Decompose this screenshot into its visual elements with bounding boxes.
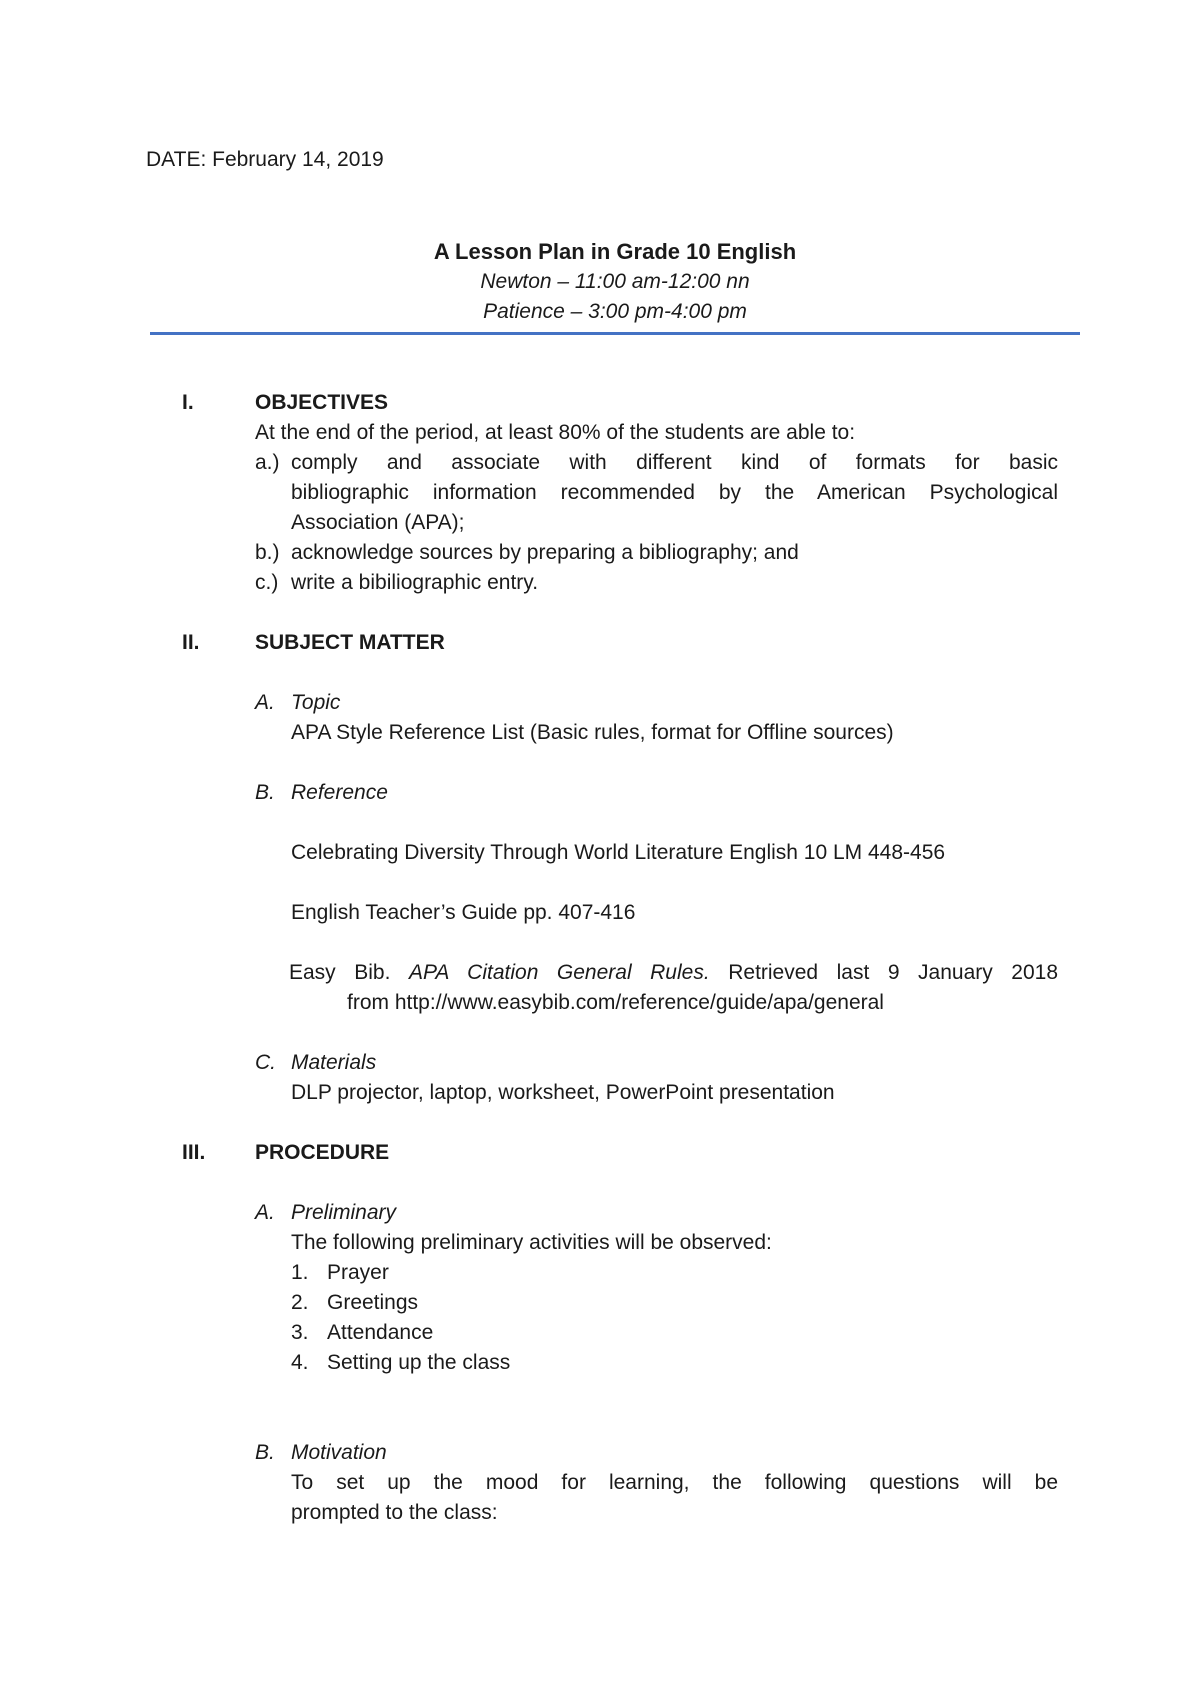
section-schedule-patience: Patience – 3:00 pm-4:00 pm bbox=[483, 300, 747, 323]
objective-text: acknowledge sources by preparing a bibliography; and bbox=[291, 541, 799, 564]
objective-text: write a bibiliographic entry. bbox=[291, 571, 539, 594]
reference-entry: Celebrating Diversity Through World Literature English 10 LM 448-456 bbox=[291, 841, 946, 864]
list-item: Greetings bbox=[327, 1291, 419, 1314]
citation-title: APA Citation General Rules. bbox=[408, 961, 710, 984]
procedure-heading: PROCEDURE bbox=[255, 1141, 390, 1164]
objectives-numeral: I. bbox=[182, 391, 194, 414]
citation-url: from http://www.easybib.com/reference/guide/apa/general bbox=[347, 991, 884, 1014]
reference-label: B. bbox=[255, 781, 275, 804]
objectives-heading: OBJECTIVES bbox=[255, 391, 389, 414]
subject-matter-numeral: II. bbox=[182, 631, 200, 654]
list-item: Prayer bbox=[327, 1261, 389, 1284]
objective-label: a.) bbox=[255, 451, 280, 474]
list-item-number: 1. bbox=[291, 1261, 309, 1284]
reference-entry: English Teacher’s Guide pp. 407-416 bbox=[291, 901, 636, 924]
objective-text: comply and associate with different kind of formats for basic bbox=[291, 451, 1058, 474]
topic-title: Topic bbox=[291, 691, 341, 714]
motivation-text: To set up the mood for learning, the following questions will be bbox=[291, 1471, 1058, 1494]
motivation-text: prompted to the class: bbox=[291, 1501, 498, 1524]
motivation-title: Motivation bbox=[291, 1441, 387, 1464]
header-divider bbox=[150, 332, 1080, 335]
citation-retrieved: Retrieved last 9 January 2018 bbox=[728, 961, 1059, 984]
list-item: Attendance bbox=[327, 1321, 434, 1344]
procedure-numeral: III. bbox=[182, 1141, 206, 1164]
preliminary-label: A. bbox=[255, 1201, 275, 1224]
list-item-number: 2. bbox=[291, 1291, 309, 1314]
section-schedule-newton: Newton – 11:00 am-12:00 nn bbox=[480, 270, 750, 293]
list-item: Setting up the class bbox=[327, 1351, 511, 1374]
materials-title: Materials bbox=[291, 1051, 377, 1074]
objective-text: Association (APA); bbox=[291, 511, 465, 534]
topic-label: A. bbox=[255, 691, 275, 714]
objective-text: bibliographic information recommended by the American Psychological bbox=[291, 481, 1058, 504]
preliminary-intro: The following preliminary activities will be observed: bbox=[291, 1231, 772, 1254]
materials-label: C. bbox=[255, 1051, 276, 1074]
reference-title: Reference bbox=[291, 781, 388, 804]
reference-entry-citation bbox=[289, 958, 1058, 988]
preliminary-title: Preliminary bbox=[291, 1201, 397, 1224]
objectives-intro: At the end of the period, at least 80% of the students are able to: bbox=[255, 421, 856, 444]
materials-text: DLP projector, laptop, worksheet, PowerPoint presentation bbox=[291, 1081, 835, 1104]
citation-author: Easy Bib. bbox=[289, 961, 391, 984]
objective-label: c.) bbox=[255, 571, 279, 594]
motivation-label: B. bbox=[255, 1441, 275, 1464]
date-line: DATE: February 14, 2019 bbox=[146, 148, 384, 171]
list-item-number: 4. bbox=[291, 1351, 309, 1374]
topic-text: APA Style Reference List (Basic rules, format for Offline sources) bbox=[291, 721, 894, 744]
subject-matter-heading: SUBJECT MATTER bbox=[255, 631, 445, 654]
page-title: A Lesson Plan in Grade 10 English bbox=[433, 239, 797, 264]
objective-label: b.) bbox=[255, 541, 280, 564]
list-item-number: 3. bbox=[291, 1321, 309, 1344]
